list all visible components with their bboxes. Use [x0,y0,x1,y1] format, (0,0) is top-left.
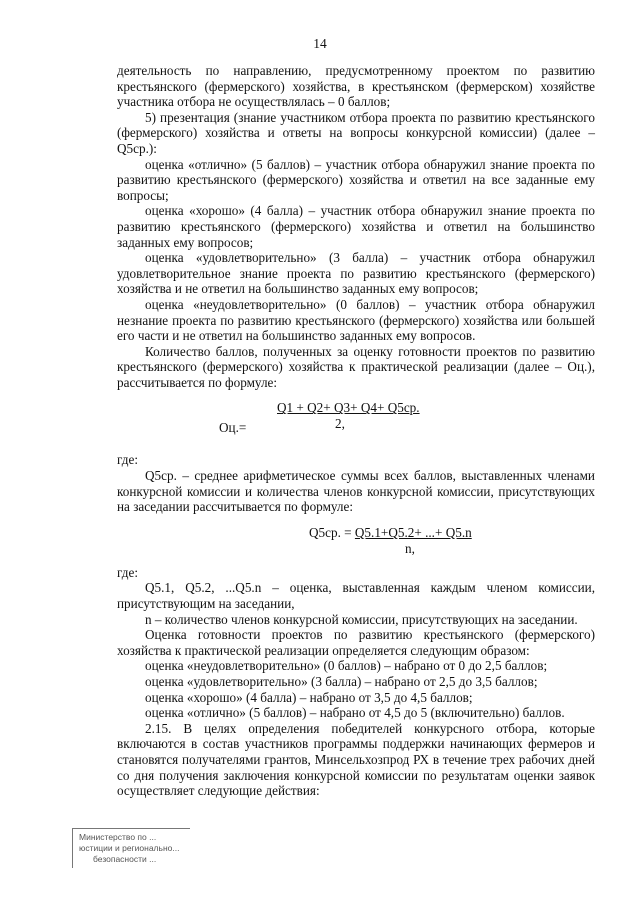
paragraph: оценка «удовлетворительно» (3 балла) – участник отбора обнаружил удовлетворительное знание проекта по развитию крестьянского (фермерского) хозяйства и не ответил на большинство заданных ему вопросов; [117,250,595,297]
formula-lhs: Q5ср. = [309,524,355,540]
paragraph: Q5.1, Q5.2, ...Q5.n – оценка, выставленная каждым членом комиссии, присутствующим на заседании, [117,580,595,612]
where-label: где: [117,564,138,580]
paragraph: 5) презентация (знание участником отбора проекта по развитию крестьянского (фермерского) хозяйства и ответы на вопросы конкурсной комиссии) (далее – Q5ср.): [117,109,595,156]
formula-numerator: Q1 + Q2+ Q3+ Q4+ Q5ср. [277,400,420,416]
paragraph: деятельность по направлению, предусмотренному проектом по развитию крестьянского (фермерского) хозяйства, в крестьянском (фермерском) хозяйстве участника отбора не осуществлялась – 0 баллов; [117,63,595,110]
paragraph: оценка «неудовлетворительно» (0 баллов) – участник отбора обнаружил незнание проекта по развитию крестьянского (фермерского) хозяйства или большей его части и не ответил на большинство заданных ему вопросов. [117,296,595,344]
paragraph: оценка «отлично» (5 баллов) – участник отбора обнаружил знание проекта по развитию крестьянского (фермерского) хозяйства и ответил на все заданные ему вопросы; [117,156,595,203]
stamp-line: безопасности ... [93,854,157,864]
stamp-line: юстиции и регионально... [79,843,180,853]
ministry-stamp [72,828,190,868]
page-number: 14 [313,36,327,51]
formula-oc [117,398,595,442]
formula-denominator: 2, [335,416,345,432]
paragraph: Оценка готовности проектов по развитию крестьянского (фермерского) хозяйства к практической реализации определяется следующим образом: [117,627,595,658]
formula-numerator: Q5.1+Q5.2+ ...+ Q5.n [354,524,472,540]
formula-lhs: Оц.= [219,420,247,436]
formula-q5 [117,525,595,559]
formula-denominator: n, [405,540,415,556]
grade-item: оценка «неудовлетворительно» (0 баллов) – набрано от 0 до 2,5 баллов; [145,658,548,674]
grade-item: оценка «отлично» (5 баллов) – набрано от 4,5 до 5 (включительно) баллов. [145,705,565,721]
paragraph: Количество баллов, полученных за оценку готовности проектов по развитию крестьянского (фермерского) хозяйства к практической реализации (далее – Оц.), рассчитывается по формуле: [117,343,595,390]
stamp-line: Министерство по ... [79,832,157,842]
paragraph: оценка «хорошо» (4 балла) – участник отбора обнаружил знание проекта по развитию крестьянского (фермерского) хозяйства и ответил на большинство заданных ему вопросов; [117,203,595,250]
paragraph: 2.15. В целях определения победителей конкурсного отбора, которые включаются в состав участников программы поддержки начинающих фермеров и становятся получателями грантов, Минсельхозпрод РХ в течение трех рабочих дней со дня получения заключения конкурсной комиссии по результатам оценки заявок осуществляет следующие действия: [117,720,595,799]
paragraph: Q5ср. – среднее арифметическое суммы всех баллов, выставленных членами конкурсной комиссии и количества членов конкурсной комиссии, присутствующих на заседании рассчитывается по формуле: [117,468,595,515]
grade-item: оценка «удовлетворительно» (3 балла) – набрано от 2,5 до 3,5 баллов; [145,674,538,689]
paragraph: n – количество членов конкурсной комиссии, присутствующих на заседании. [145,611,578,627]
document-body [117,63,595,799]
where-label: где: [117,452,138,468]
grade-item: оценка «хорошо» (4 балла) – набрано от 3,5 до 4,5 баллов; [145,689,473,705]
